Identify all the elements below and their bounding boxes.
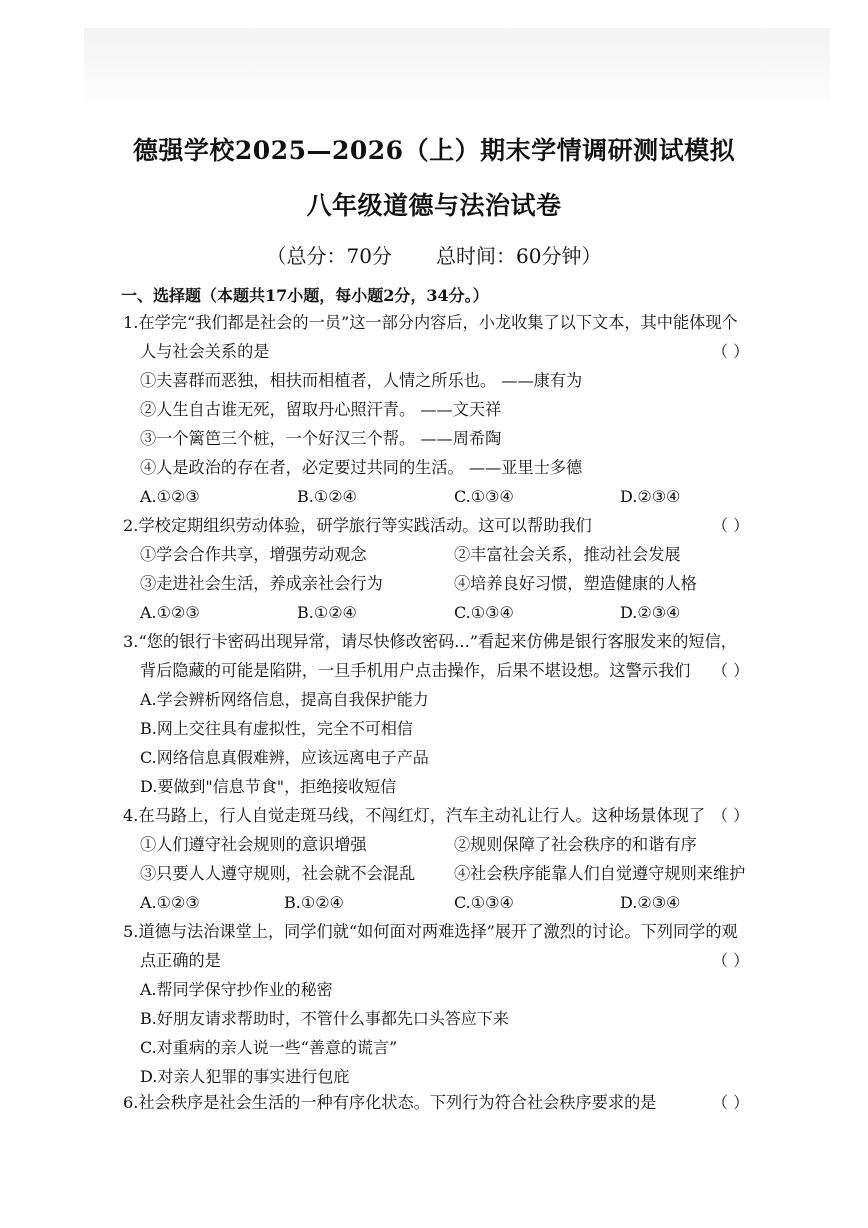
total-score: （总分：70分 xyxy=(266,244,392,268)
q3-option-d[interactable]: D.要做到"信息节食"，拒绝接收短信 xyxy=(140,777,397,796)
q5-stem-line2: 点正确的是 xyxy=(140,951,221,970)
q1-stem-line2: 人与社会关系的是 xyxy=(140,342,270,361)
q5-option-b[interactable]: B.好朋友请求帮助时，不管什么事都先口头答应下来 xyxy=(140,1009,509,1028)
q3-option-a[interactable]: A.学会辨析网络信息，提高自我保护能力 xyxy=(140,690,429,709)
q4-answer-paren[interactable]: （ ） xyxy=(712,806,750,825)
q2-option-a[interactable]: A.①②③ xyxy=(140,603,200,622)
q2-item-1: ①学会合作共享，增强劳动观念 xyxy=(140,545,367,564)
q2-option-c[interactable]: C.①③④ xyxy=(454,603,514,622)
exam-title: 德强学校2025—2026（上）期末学情调研测试模拟 xyxy=(132,136,736,165)
q2-option-d[interactable]: D.②③④ xyxy=(620,603,681,622)
q6-stem: 6.社会秩序是社会生活的一种有序化状态。下列行为符合社会秩序要求的是 xyxy=(123,1093,657,1112)
q5-answer-paren[interactable]: （ ） xyxy=(712,951,750,970)
q1-option-d[interactable]: D.②③④ xyxy=(620,487,681,506)
q4-option-d[interactable]: D.②③④ xyxy=(620,893,681,912)
q5-stem-line1: 5.道德与法治课堂上，同学们就“如何面对两难选择”展开了激烈的讨论。下列同学的观 xyxy=(123,922,738,941)
q3-stem-line2: 背后隐藏的可能是陷阱，一旦手机用户点击操作，后果不堪设想。这警示我们 xyxy=(140,661,691,680)
q1-item-4: ④人是政治的存在者，必定要过共同的生活。 ——亚里士多德 xyxy=(140,458,583,477)
q2-item-4: ④培养良好习惯，塑造健康的人格 xyxy=(454,574,697,593)
exam-meta xyxy=(0,240,868,269)
q4-item-1: ①人们遵守社会规则的意识增强 xyxy=(140,835,367,854)
q4-option-a[interactable]: A.①②③ xyxy=(140,893,200,912)
q6-answer-paren[interactable]: （ ） xyxy=(712,1093,750,1112)
q5-option-a[interactable]: A.帮同学保守抄作业的秘密 xyxy=(140,980,333,999)
q4-option-b[interactable]: B.①②④ xyxy=(284,893,344,912)
section-heading: 一、选择题（本题共17小题，每小题2分，34分。） xyxy=(121,286,489,305)
q1-option-a[interactable]: A.①②③ xyxy=(140,487,200,506)
exam-subtitle: 八年级道德与法治试卷 xyxy=(306,191,562,220)
q4-item-2: ②规则保障了社会秩序的和谐有序 xyxy=(454,835,697,854)
q1-item-3: ③一个篱笆三个桩，一个好汉三个帮。 ——周希陶 xyxy=(140,429,502,448)
q2-item-3: ③走进社会生活，养成亲社会行为 xyxy=(140,574,383,593)
q2-option-b[interactable]: B.①②④ xyxy=(297,603,357,622)
q1-option-b[interactable]: B.①②④ xyxy=(297,487,357,506)
q2-item-2: ②丰富社会关系，推动社会发展 xyxy=(454,545,681,564)
q4-option-c[interactable]: C.①③④ xyxy=(454,893,514,912)
q5-option-d[interactable]: D.对亲人犯罪的事实进行包庇 xyxy=(140,1067,350,1086)
q1-answer-paren[interactable]: （ ） xyxy=(712,342,750,361)
q3-option-b[interactable]: B.网上交往具有虚拟性，完全不可相信 xyxy=(140,719,413,738)
scan-shadow xyxy=(84,28,830,110)
total-time: 总时间：60分钟） xyxy=(436,244,602,268)
q2-stem: 2.学校定期组织劳动体验，研学旅行等实践活动。这可以帮助我们 xyxy=(123,516,592,535)
q1-option-c[interactable]: C.①③④ xyxy=(454,487,514,506)
q4-item-3: ③只要人人遵守规则，社会就不会混乱 xyxy=(140,864,416,883)
q4-item-4: ④社会秩序能靠人们自觉遵守规则来维护 xyxy=(454,864,746,883)
q1-item-1: ①夫喜群而恶独，相扶而相植者，人情之所乐也。 ——康有为 xyxy=(140,371,583,390)
q4-stem: 4.在马路上，行人自觉走斑马线，不闯红灯，汽车主动礼让行人。这种场景体现了 xyxy=(123,806,706,825)
q3-stem-line1: 3.“您的银行卡密码出现异常，请尽快修改密码...”看起来仿佛是银行客服发来的短信， xyxy=(123,632,737,651)
q1-item-2: ②人生自古谁无死，留取丹心照汗青。 ——文天祥 xyxy=(140,400,502,419)
q1-stem-line1: 1.在学完“我们都是社会的一员”这一部分内容后，小龙收集了以下文本，其中能体现个 xyxy=(123,313,738,332)
q5-option-c[interactable]: C.对重病的亲人说一些“善意的谎言” xyxy=(140,1038,398,1057)
q3-option-c[interactable]: C.网络信息真假难辨，应该远离电子产品 xyxy=(140,748,429,767)
q2-answer-paren[interactable]: （ ） xyxy=(712,516,750,535)
q3-answer-paren[interactable]: （ ） xyxy=(712,661,750,680)
